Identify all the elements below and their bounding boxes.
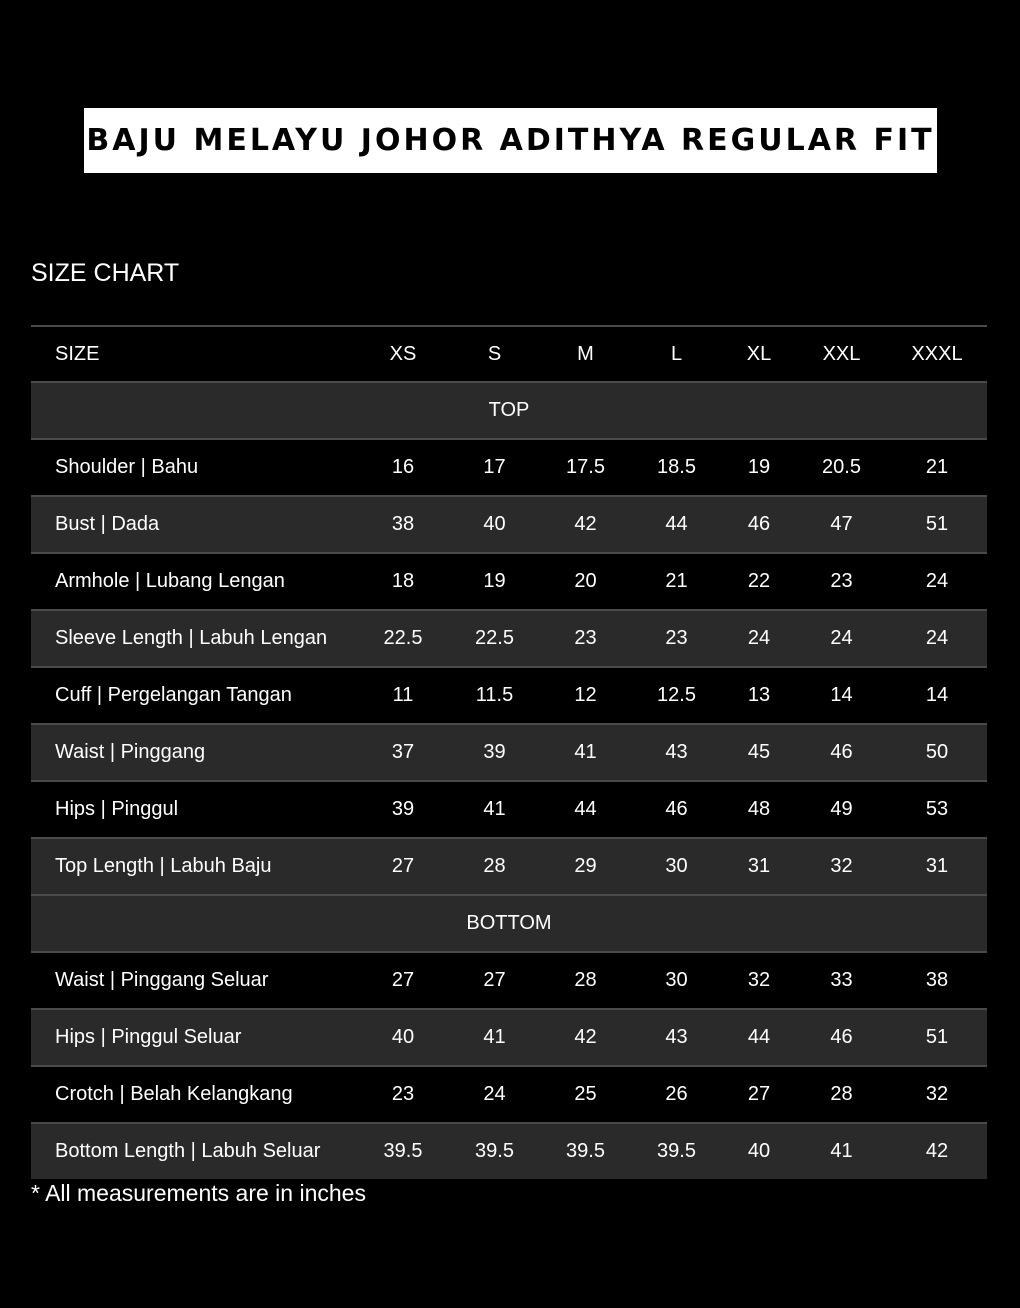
measurement-value: 20.5 — [796, 439, 887, 496]
measurement-value: 53 — [887, 781, 987, 838]
measurement-value: 40 — [449, 496, 540, 553]
measurement-value: 39.5 — [631, 1123, 722, 1179]
measurement-value: 43 — [631, 1009, 722, 1066]
measurement-value: 44 — [631, 496, 722, 553]
table-row — [31, 1009, 987, 1066]
measurement-value: 24 — [722, 610, 796, 667]
table-body — [31, 382, 987, 1179]
measurement-label: Bust | Dada — [31, 496, 357, 553]
measurement-value: 19 — [722, 439, 796, 496]
measurement-value: 17.5 — [540, 439, 631, 496]
table-row — [31, 667, 987, 724]
measurement-value: 28 — [796, 1066, 887, 1123]
measurement-label: Crotch | Belah Kelangkang — [31, 1066, 357, 1123]
header-cell: XXXL — [887, 326, 987, 382]
measurement-value: 27 — [722, 1066, 796, 1123]
header-cell: SIZE — [31, 326, 357, 382]
measurement-value: 28 — [449, 838, 540, 895]
header-cell: M — [540, 326, 631, 382]
measurement-value: 40 — [722, 1123, 796, 1179]
measurement-value: 40 — [357, 1009, 449, 1066]
measurement-value: 21 — [887, 439, 987, 496]
measurement-value: 11 — [357, 667, 449, 724]
measurement-value: 30 — [631, 952, 722, 1009]
measurement-value: 23 — [540, 610, 631, 667]
measurement-value: 23 — [631, 610, 722, 667]
measurement-value: 38 — [887, 952, 987, 1009]
table-row — [31, 781, 987, 838]
measurement-value: 32 — [722, 952, 796, 1009]
table-row — [31, 724, 987, 781]
measurement-label: Waist | Pinggang Seluar — [31, 952, 357, 1009]
measurement-value: 20 — [540, 553, 631, 610]
measurement-label: Hips | Pinggul Seluar — [31, 1009, 357, 1066]
group-header: TOP — [31, 382, 987, 439]
measurement-value: 41 — [449, 1009, 540, 1066]
table-row — [31, 838, 987, 895]
measurement-value: 21 — [631, 553, 722, 610]
measurement-value: 14 — [887, 667, 987, 724]
measurement-value: 48 — [722, 781, 796, 838]
measurement-label: Sleeve Length | Labuh Lengan — [31, 610, 357, 667]
header-cell: S — [449, 326, 540, 382]
measurement-value: 22.5 — [449, 610, 540, 667]
page-title: BAJU MELAYU JOHOR ADITHYA REGULAR FIT — [86, 123, 935, 158]
measurement-value: 24 — [887, 610, 987, 667]
header-cell: XL — [722, 326, 796, 382]
measurement-value: 44 — [540, 781, 631, 838]
measurement-value: 38 — [357, 496, 449, 553]
measurement-value: 46 — [796, 1009, 887, 1066]
table-row — [31, 496, 987, 553]
measurement-value: 51 — [887, 496, 987, 553]
measurement-value: 39.5 — [357, 1123, 449, 1179]
measurement-value: 51 — [887, 1009, 987, 1066]
measurement-value: 42 — [887, 1123, 987, 1179]
measurement-value: 24 — [449, 1066, 540, 1123]
table-header-row — [31, 326, 987, 382]
measurement-value: 41 — [449, 781, 540, 838]
measurement-value: 11.5 — [449, 667, 540, 724]
table-row — [31, 553, 987, 610]
measurement-label: Top Length | Labuh Baju — [31, 838, 357, 895]
measurement-value: 18 — [357, 553, 449, 610]
table-row — [31, 439, 987, 496]
measurement-value: 45 — [722, 724, 796, 781]
measurement-value: 32 — [796, 838, 887, 895]
measurement-value: 24 — [796, 610, 887, 667]
measurement-value: 31 — [887, 838, 987, 895]
measurement-value: 14 — [796, 667, 887, 724]
measurement-value: 39.5 — [449, 1123, 540, 1179]
measurement-value: 22 — [722, 553, 796, 610]
measurement-value: 46 — [631, 781, 722, 838]
measurement-value: 28 — [540, 952, 631, 1009]
measurement-value: 23 — [357, 1066, 449, 1123]
footnote: * All measurements are in inches — [31, 1180, 366, 1206]
measurement-label: Cuff | Pergelangan Tangan — [31, 667, 357, 724]
measurement-value: 41 — [540, 724, 631, 781]
measurement-value: 12 — [540, 667, 631, 724]
measurement-value: 42 — [540, 1009, 631, 1066]
measurement-value: 44 — [722, 1009, 796, 1066]
measurement-value: 26 — [631, 1066, 722, 1123]
size-chart-table — [31, 325, 987, 1179]
group-header-row — [31, 895, 987, 952]
measurement-value: 46 — [796, 724, 887, 781]
measurement-value: 33 — [796, 952, 887, 1009]
table-row — [31, 610, 987, 667]
measurement-value: 32 — [887, 1066, 987, 1123]
measurement-value: 39 — [357, 781, 449, 838]
table-row — [31, 952, 987, 1009]
measurement-value: 13 — [722, 667, 796, 724]
measurement-value: 39 — [449, 724, 540, 781]
measurement-label: Hips | Pinggul — [31, 781, 357, 838]
measurement-value: 19 — [449, 553, 540, 610]
measurement-value: 25 — [540, 1066, 631, 1123]
measurement-value: 39.5 — [540, 1123, 631, 1179]
measurement-value: 23 — [796, 553, 887, 610]
measurement-value: 41 — [796, 1123, 887, 1179]
measurement-value: 24 — [887, 553, 987, 610]
measurement-label: Armhole | Lubang Lengan — [31, 553, 357, 610]
group-header-row — [31, 382, 987, 439]
measurement-value: 43 — [631, 724, 722, 781]
measurement-value: 47 — [796, 496, 887, 553]
measurement-value: 29 — [540, 838, 631, 895]
measurement-value: 49 — [796, 781, 887, 838]
measurement-value: 31 — [722, 838, 796, 895]
header-cell: L — [631, 326, 722, 382]
measurement-value: 18.5 — [631, 439, 722, 496]
measurement-value: 16 — [357, 439, 449, 496]
header-cell: XXL — [796, 326, 887, 382]
table-row — [31, 1123, 987, 1179]
measurement-value: 17 — [449, 439, 540, 496]
measurement-value: 50 — [887, 724, 987, 781]
measurement-label: Waist | Pinggang — [31, 724, 357, 781]
group-header: BOTTOM — [31, 895, 987, 952]
measurement-value: 27 — [357, 952, 449, 1009]
measurement-value: 30 — [631, 838, 722, 895]
table-row — [31, 1066, 987, 1123]
measurement-value: 42 — [540, 496, 631, 553]
measurement-value: 27 — [357, 838, 449, 895]
measurement-value: 22.5 — [357, 610, 449, 667]
measurement-value: 12.5 — [631, 667, 722, 724]
measurement-value: 27 — [449, 952, 540, 1009]
title-banner — [84, 108, 937, 173]
measurement-value: 37 — [357, 724, 449, 781]
measurement-value: 46 — [722, 496, 796, 553]
measurement-label: Shoulder | Bahu — [31, 439, 357, 496]
measurement-label: Bottom Length | Labuh Seluar — [31, 1123, 357, 1179]
header-cell: XS — [357, 326, 449, 382]
section-heading: SIZE CHART — [31, 259, 180, 287]
